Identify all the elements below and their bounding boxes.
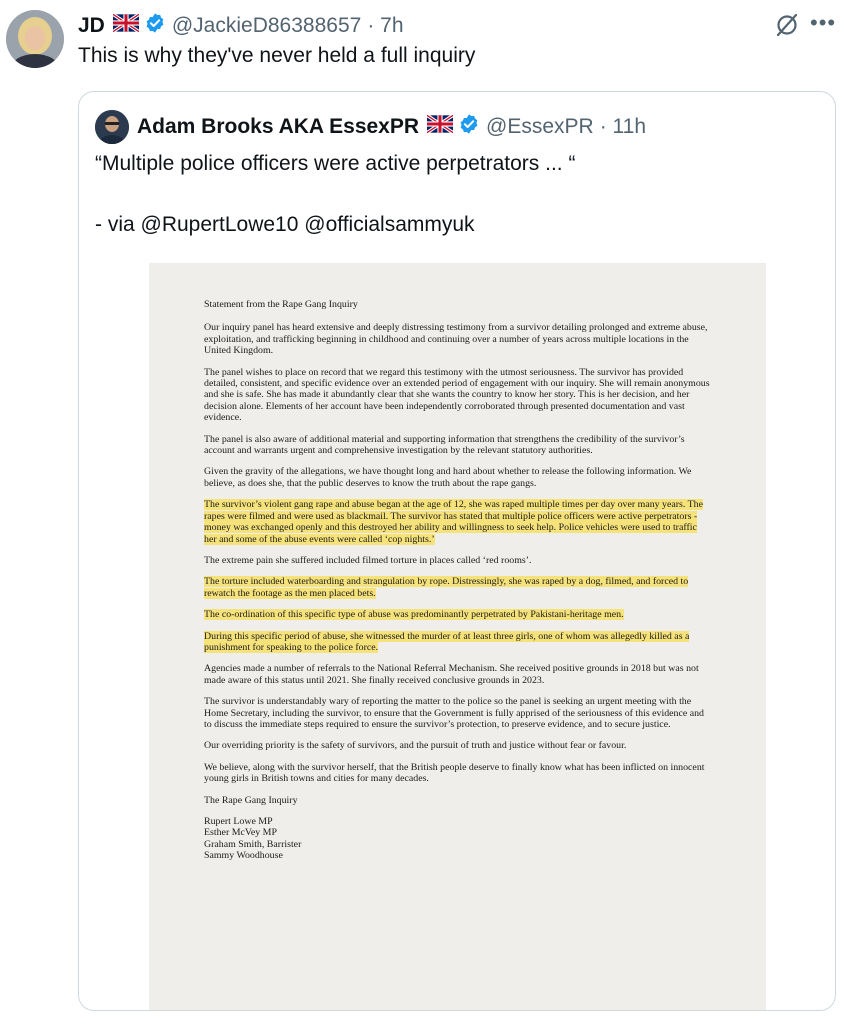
document-paragraph: The survivor is understandably wary of reporting the matter to the police so the panel is seeking an urgent meeting with the Home Secretary, including the survivor, to ensure that the Government is fully apprised of the seriousness of this evidence and to discuss the immediate steps required to ensure the survivor’s protection, to preserve evidence, and to secure justice.	[204, 696, 704, 730]
quoted-author-name[interactable]: Adam Brooks AKA EssexPR	[137, 115, 420, 138]
statement-document-image[interactable]	[149, 263, 766, 1011]
author-avatar[interactable]	[6, 10, 64, 68]
signatory: Sammy Woodhouse	[204, 850, 283, 862]
document-paragraph: Agencies made a number of referrals to the National Referral Mechanism. She received positive grounds in 2018 but was not made aware of this status until 2021. She finally received conclusive grounds in 2023.	[204, 663, 699, 686]
document-paragraph: The panel wishes to place on record that we regard this testimony with the utmost seriousness. The survivor has provided detailed, consistent, and specific evidence over an extended period of engagement with our inquiry. She will remain anonymous and she is safe. She has made it abundantly clear that she wants the country to know her story. This is her decision, and her decision alone. Elements of her account have been independently corroborated through presented documentation and vast evidence.	[204, 366, 710, 424]
highlighted-paragraph: During this specific period of abuse, she witnessed the murder of at least three girls, one of whom was allegedly killed as a punishment for speaking to the police force.	[204, 630, 690, 653]
signatory: Esther McVey MP	[204, 827, 277, 839]
signatory: Rupert Lowe MP	[204, 816, 273, 827]
highlighted-paragraph: The co-ordination of this specific type of abuse was predominantly perpetrated by Pakistani-heritage men.	[204, 609, 624, 621]
quoted-author-handle[interactable]: @EssexPR	[486, 115, 594, 138]
document-paragraph: Given the gravity of the allegations, we have thought long and hard about whether to release the following information. We believe, as does she, that the public deserves to know the truth about the rape gangs.	[204, 466, 692, 489]
quoted-tweet-text-line-2: - via @RupertLowe10 @officialsammyuk	[95, 213, 475, 236]
tweet-text: This is why they've never held a full inquiry	[78, 44, 476, 67]
uk-flag-icon	[427, 115, 453, 139]
highlighted-paragraph: The torture included waterboarding and strangulation by rope. Distressingly, she was raped by a dog, filmed, and forced to rewatch the footage as the men placed bets.	[204, 576, 689, 599]
document-signoff: The Rape Gang Inquiry	[204, 794, 298, 806]
verified-badge-icon[interactable]	[458, 113, 480, 141]
document-paragraph: The panel is also aware of additional material and supporting information that strengthens the credibility of the survivor’s account and warrants urgent and comprehensive investigation by the relevant statutory authorities.	[204, 433, 685, 457]
highlighted-paragraph: The survivor’s violent gang rape and abuse began at the age of 12, she was raped multiple times per day over many years. The rapes were filmed and were used as blackmail. The survivor has stated that multiple police officers were active perpetrators - money was exchanged openly and this destroyed her ability and willingness to seek help. Police vehicles were used to traffic her and some of the abuse events were called ‘cop nights.’	[204, 499, 703, 545]
uk-flag-icon	[113, 14, 139, 38]
tweet-header	[78, 12, 404, 40]
document-paragraph: Our inquiry panel has heard extensive and deeply distressing testimony from a survivor detailing prolonged and extreme abuse, exploitation, and trafficking beginning in childhood and continuing over a number of years across multiple locations in the United Kingdom.	[204, 322, 708, 357]
document-paragraph: The extreme pain she suffered included filmed torture in places called ‘red rooms’.	[204, 554, 532, 566]
author-name[interactable]: JD	[78, 14, 105, 37]
author-handle[interactable]: @JackieD86388657	[171, 14, 362, 37]
document-paragraph: We believe, along with the survivor herself, that the British people deserve to finally know what has been inflicted on innocent young girls in British towns and cities for many decades.	[204, 761, 705, 785]
quoted-tweet-time[interactable]: · 11h	[599, 115, 647, 138]
document-paragraph: Our overriding priority is the safety of survivors, and the pursuit of truth and justice without fear or favour.	[204, 740, 627, 752]
verified-badge-icon[interactable]	[144, 12, 166, 40]
more-icon[interactable]: •••	[810, 10, 837, 35]
quoted-tweet-header	[137, 112, 646, 142]
signatories-list	[204, 816, 710, 862]
signatory: Graham Smith, Barrister	[204, 838, 302, 850]
quoted-tweet[interactable]	[78, 91, 836, 1011]
quoted-author-avatar[interactable]	[95, 110, 129, 144]
quoted-tweet-text-line-1: “Multiple police officers were active perpetrators ... “	[95, 152, 576, 175]
tweet-time[interactable]: · 7h	[367, 14, 404, 37]
document-title: Statement from the Rape Gang Inquiry	[204, 299, 358, 310]
grok-icon[interactable]	[774, 12, 800, 43]
